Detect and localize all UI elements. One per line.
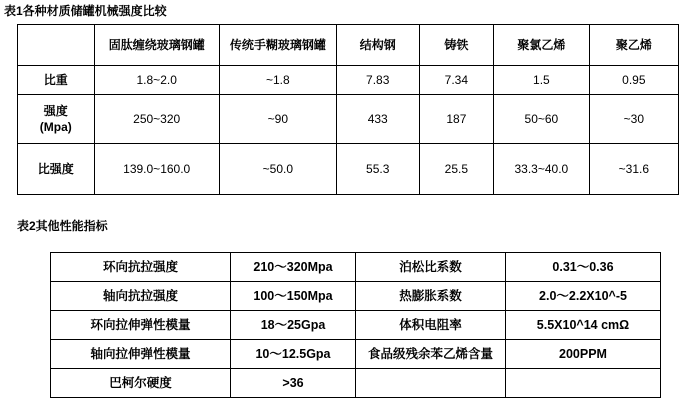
property-name-hoop-tensile-strength: 环向抗拉强度: [51, 253, 231, 282]
mechanical-strength-table: [17, 24, 679, 195]
table-row: [18, 95, 679, 144]
other-properties-table: [50, 252, 661, 398]
property-name-axial-modulus: 轴向拉伸弹性模量: [51, 340, 231, 369]
property-value-barcol-hardness: >36: [231, 369, 356, 398]
table-row: [51, 340, 661, 369]
table-row: [18, 144, 679, 195]
property-value-hoop-tensile-strength: 210～320Mpa: [231, 253, 356, 282]
row-label-specific-strength: 比强度: [18, 144, 95, 195]
cell: 7.34: [419, 66, 493, 95]
table1-caption: 表1各种材质储罐机械强度比较: [4, 4, 167, 18]
cell: 250~320: [94, 95, 219, 144]
cell: ~30: [589, 95, 678, 144]
table-row: [51, 369, 661, 398]
cell: 1.8~2.0: [94, 66, 219, 95]
cell: 139.0~160.0: [94, 144, 219, 195]
header-cell-pe: 聚乙烯: [589, 25, 678, 66]
cell: 50~60: [494, 95, 590, 144]
table-row: [51, 311, 661, 340]
cell: ~90: [219, 95, 336, 144]
row-label-strength-line1: 强度: [43, 104, 68, 118]
cell: 433: [336, 95, 419, 144]
header-cell-corner: [18, 25, 95, 66]
table-header-row: [18, 25, 679, 66]
property-value-volume-resistivity: 5.5X10^14 cmΩ: [506, 311, 661, 340]
cell: ~50.0: [219, 144, 336, 195]
cell: ~1.8: [219, 66, 336, 95]
empty-cell: [506, 369, 661, 398]
cell: 187: [419, 95, 493, 144]
table2-caption: 表2其他性能指标: [17, 219, 108, 233]
row-label-specific-gravity: 比重: [18, 66, 95, 95]
cell: 7.83: [336, 66, 419, 95]
property-name-axial-tensile-strength: 轴向抗拉强度: [51, 282, 231, 311]
property-value-hoop-modulus: 18～25Gpa: [231, 311, 356, 340]
property-value-residual-styrene: 200PPM: [506, 340, 661, 369]
property-name-poisson-ratio: 泊松比系数: [356, 253, 506, 282]
property-name-barcol-hardness: 巴柯尔硬度: [51, 369, 231, 398]
property-value-axial-tensile-strength: 100～150Mpa: [231, 282, 356, 311]
cell: 33.3~40.0: [494, 144, 590, 195]
header-cell-structural-steel: 结构钢: [336, 25, 419, 66]
cell: 1.5: [494, 66, 590, 95]
property-name-hoop-modulus: 环向拉伸弹性模量: [51, 311, 231, 340]
property-name-thermal-expansion: 热膨胀系数: [356, 282, 506, 311]
row-label-strength: [18, 95, 95, 144]
property-value-thermal-expansion: 2.0～2.2X10^-5: [506, 282, 661, 311]
cell: 25.5: [419, 144, 493, 195]
row-label-strength-line2: (Mpa): [39, 120, 72, 134]
table-row: [51, 253, 661, 282]
cell: ~31.6: [589, 144, 678, 195]
property-value-poisson-ratio: 0.31～0.36: [506, 253, 661, 282]
empty-cell: [356, 369, 506, 398]
header-cell-frp-handlayup: 传统手糊玻璃钢罐: [219, 25, 336, 66]
property-name-volume-resistivity: 体积电阻率: [356, 311, 506, 340]
header-cell-frp-wound: 固肽缠绕玻璃钢罐: [94, 25, 219, 66]
cell: 0.95: [589, 66, 678, 95]
table-row: [18, 66, 679, 95]
property-value-axial-modulus: 10～12.5Gpa: [231, 340, 356, 369]
header-cell-pvc: 聚氯乙烯: [494, 25, 590, 66]
property-name-residual-styrene: 食品级残余苯乙烯含量: [356, 340, 506, 369]
header-cell-cast-iron: 铸铁: [419, 25, 493, 66]
cell: 55.3: [336, 144, 419, 195]
table-row: [51, 282, 661, 311]
